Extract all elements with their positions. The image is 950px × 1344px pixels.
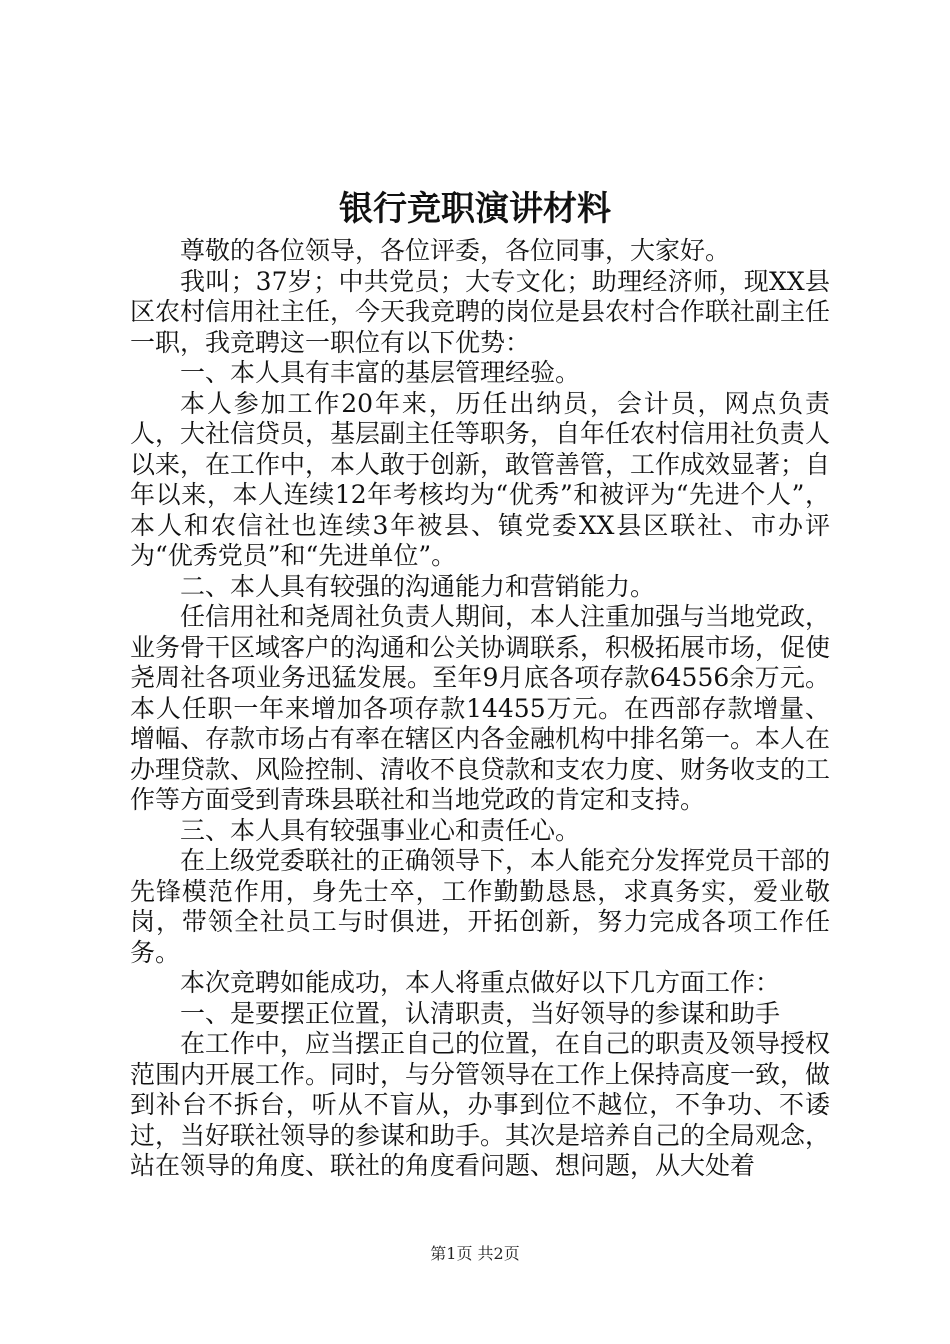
paragraph: 一、是要摆正位置，认清职责，当好领导的参谋和助手: [180, 998, 781, 1028]
paragraph: 本人参加工作20年来，历任出纳员，会计员，网点负责人，大社信贷员，基层副主任等职务，自年任农村信用社负责人以来，在工作中，本人敢于创新，敢管善管，工作成效显著；自年以来，本人连续12年考核均为“优秀”和被评为“先进个人”，本人和农信社也连续3年被县、镇党委XX县区联社、市办评为“优秀党员”和“先进单位”。: [130, 388, 831, 570]
paragraph: 二、本人具有较强的沟通能力和营销能力。: [180, 571, 656, 601]
paragraph: 在工作中，应当摆正自己的位置，在自己的职责及领导授权范围内开展工作。同时，与分管领导在工作上保持高度一致，做到补台不拆台，听从不盲从，办事到位不越位，不争功、不诿过，当好联社领导的参谋和助手。其次是培养自己的全局观念，站在领导的角度、联社的角度看问题、想问题，从大处着: [130, 1029, 831, 1180]
paragraph: 本次竞聘如能成功，本人将重点做好以下几方面工作：: [180, 968, 781, 997]
document-title: 银行竞职演讲材料: [339, 189, 611, 229]
page-number-footer: 第1页 共2页: [430, 1244, 520, 1263]
document-body: [130, 236, 830, 1182]
paragraph: 任信用社和尧周社负责人期间，本人注重加强与当地党政，业务骨干区域客户的沟通和公关协调联系，积极拓展市场，促使尧周社各项业务迅猛发展。至年9月底各项存款64556余万元。本人任职一年来增加各项存款14455万元。在西部存款增量、增幅、存款市场占有率在辖区内各金融机构中排名第一。本人在办理贷款、风险控制、清收不良贷款和支农力度、财务收支的工作等方面受到青珠县联社和当地党政的肯定和支持。: [130, 602, 831, 814]
paragraph: 一、本人具有丰富的基层管理经验。: [180, 358, 581, 387]
paragraph: 三、本人具有较强事业心和责任心。: [180, 815, 581, 845]
paragraph: 尊敬的各位领导，各位评委，各位同事，大家好。: [180, 236, 731, 265]
paragraph: 我叫；37岁；中共党员；大专文化；助理经济师，现XX县区农村信用社主任，今天我竞聘的岗位是县农村合作联社副主任一职，我竞聘这一职位有以下优势：: [130, 266, 831, 357]
paragraph: 在上级党委联社的正确领导下，本人能充分发挥党员干部的先锋模范作用，身先士卒，工作勤勤恳恳，求真务实，爱业敬岗，带领全社员工与时俱进，开拓创新，努力完成各项工作任务。: [130, 846, 831, 967]
